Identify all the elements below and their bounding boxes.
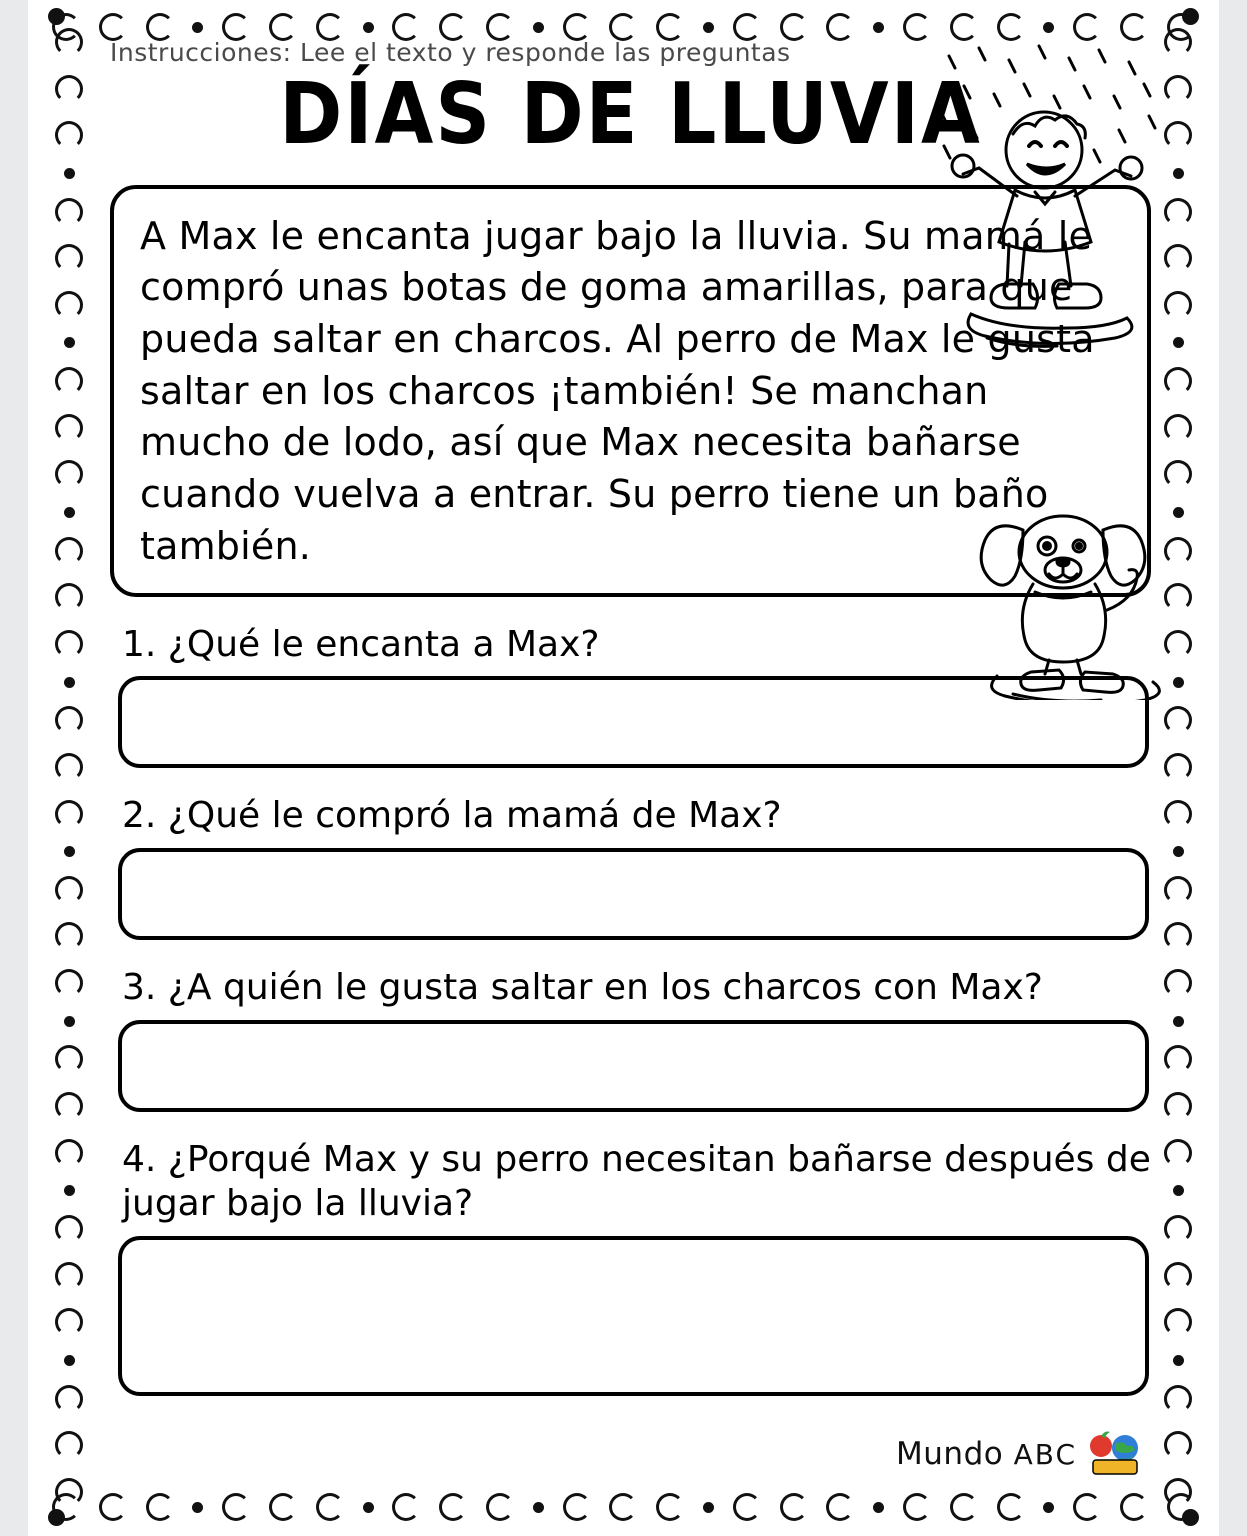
page-title: DÍAS DE LLUVIA bbox=[279, 63, 982, 164]
border-corner-dot-top-left bbox=[48, 8, 65, 25]
question-1-text: 1. ¿Qué le encanta a Max? bbox=[122, 623, 600, 665]
brand-name-text: Mundo bbox=[896, 1436, 1004, 1472]
footer-brand bbox=[896, 1430, 1143, 1478]
brand-name bbox=[896, 1436, 1077, 1472]
border-corner-dot-top-right bbox=[1182, 8, 1199, 25]
answer-box-1[interactable] bbox=[118, 676, 1149, 768]
passage-box bbox=[110, 185, 1151, 597]
worksheet-content bbox=[88, 30, 1173, 1496]
question-2-text: 2. ¿Qué le compró la mamá de Max? bbox=[122, 795, 782, 837]
question-3-text: 3. ¿A quién le gusta saltar en los charcos con Max? bbox=[122, 967, 1043, 1009]
page-right-margin bbox=[1219, 0, 1247, 1536]
instructions-text: Instrucciones: Lee el texto y responde las preguntas bbox=[110, 38, 791, 67]
passage-text: A Max le encanta jugar bajo la lluvia. Su mamá le compró unas botas de goma amarillas, para que pueda saltar en charcos. Al perro de Max le gusta saltar en los charcos ¡también! Se manchan mucho de lodo, así que Max necesita bañarse cuando vuelva a entrar. Su perro tiene un baño también. bbox=[140, 213, 1095, 568]
answer-box-2[interactable] bbox=[118, 848, 1149, 940]
border-left-curls bbox=[52, 28, 86, 1506]
brand-suffix-text: ABC bbox=[1013, 1438, 1077, 1471]
page-left-margin bbox=[0, 0, 28, 1536]
border-corner-dot-bottom-right bbox=[1182, 1509, 1199, 1526]
worksheet-sheet bbox=[28, 0, 1219, 1536]
mundo-abc-logo-icon bbox=[1087, 1430, 1143, 1478]
question-4-text: 4. ¿Porqué Max y su perro necesitan bañarse después de jugar bajo la lluvia? bbox=[122, 1139, 1151, 1225]
answer-box-3[interactable] bbox=[118, 1020, 1149, 1112]
border-corner-dot-bottom-left bbox=[48, 1509, 65, 1526]
answer-box-4[interactable] bbox=[118, 1236, 1149, 1396]
